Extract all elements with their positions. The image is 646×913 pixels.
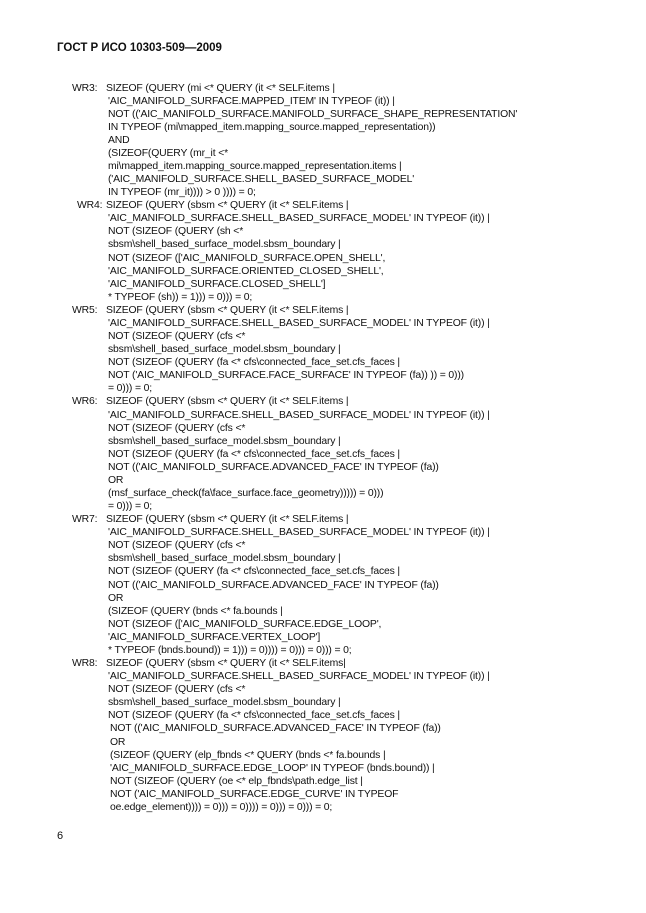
rule-label: WR3: [72,82,98,94]
rule-code-line: (SIZEOF (QUERY (elp_fbnds <* QUERY (bnds <* fa.bounds | [110,749,386,761]
rule-code-line: NOT (SIZEOF (QUERY (sh <* [108,226,244,238]
rule-code-line: 'AIC_MANIFOLD_SURFACE.EDGE_LOOP' IN TYPEOF (bnds.bound)) | [110,762,435,774]
rule-code-line: NOT (SIZEOF (QUERY (fa <* cfs\connected_face_set.cfs_faces | [108,357,400,369]
rule-first-line: SIZEOF (QUERY (sbsm <* QUERY (it <* SELF.items | [106,200,349,212]
rule-code-line: 'AIC_MANIFOLD_SURFACE.SHELL_BASED_SURFACE_MODEL' IN TYPEOF (it)) | [108,671,490,683]
rule-code-line: sbsm\shell_based_surface_model.sbsm_boundary | [108,344,341,356]
rule-code-line: = 0))) = 0; [108,501,152,513]
rule-label: WR8: [72,658,98,670]
rule-code-line: NOT (('AIC_MANIFOLD_SURFACE.ADVANCED_FACE' IN TYPEOF (fa)) [108,461,439,473]
rule-code-line: NOT (('AIC_MANIFOLD_SURFACE.ADVANCED_FACE' IN TYPEOF (fa)) [108,579,439,591]
rule-label: WR4: [77,200,103,212]
rule-code-line: sbsm\shell_based_surface_model.sbsm_boundary | [108,697,341,709]
rule-first-line: SIZEOF (QUERY (sbsm <* QUERY (it <* SELF.items | [106,514,349,526]
rule-code-line: NOT ('AIC_MANIFOLD_SURFACE.FACE_SURFACE' IN TYPEOF (fa)) )) = 0))) [108,370,464,382]
rule-code-line: NOT (SIZEOF (QUERY (fa <* cfs\connected_face_set.cfs_faces | [108,710,400,722]
rule-first-line: SIZEOF (QUERY (mi <* QUERY (it <* SELF.items | [106,82,335,94]
rule-code-line: NOT (SIZEOF (['AIC_MANIFOLD_SURFACE.OPEN_SHELL', [108,252,386,264]
rule-code-line: OR [108,592,124,604]
rule-code-line: sbsm\shell_based_surface_model.sbsm_boundary | [108,553,341,565]
rule-code-line: sbsm\shell_based_surface_model.sbsm_boundary | [108,239,341,251]
rule-code-line: * TYPEOF (bnds.bound)) = 1))) = 0)))) = 0))) = 0))) = 0; [108,644,352,656]
rule-code-line: sbsm\shell_based_surface_model.sbsm_boundary | [108,435,341,447]
rule-code-line: IN TYPEOF (mr_it)))) > 0 )))) = 0; [108,187,256,199]
rule-code-line: * TYPEOF (sh)) = 1))) = 0))) = 0; [108,291,253,303]
rule-code-line: NOT (SIZEOF (QUERY (fa <* cfs\connected_face_set.cfs_faces | [108,566,400,578]
rule-code-line: NOT (SIZEOF (QUERY (cfs <* [108,422,246,434]
rule-code-line: NOT (SIZEOF (QUERY (cfs <* [108,540,246,552]
rule-code-line: NOT (SIZEOF (QUERY (fa <* cfs\connected_face_set.cfs_faces | [108,448,400,460]
page-number: 6 [57,830,64,842]
rule-code-line: 'AIC_MANIFOLD_SURFACE.SHELL_BASED_SURFACE_MODEL' IN TYPEOF (it)) | [108,317,490,329]
rule-first-line: SIZEOF (QUERY (sbsm <* QUERY (it <* SELF.items| [106,658,346,670]
rule-code-line: ('AIC_MANIFOLD_SURFACE.SHELL_BASED_SURFACE_MODEL' [108,174,415,186]
rule-code-line: 'AIC_MANIFOLD_SURFACE.SHELL_BASED_SURFACE_MODEL' IN TYPEOF (it)) | [108,527,490,539]
rule-code-line: oe.edge_element)))) = 0))) = 0)))) = 0))) = 0))) = 0; [110,801,333,813]
rule-code-line: 'AIC_MANIFOLD_SURFACE.ORIENTED_CLOSED_SHELL', [108,265,384,277]
rule-code-line: 'AIC_MANIFOLD_SURFACE.SHELL_BASED_SURFACE_MODEL' IN TYPEOF (it)) | [108,213,490,225]
rule-code-line: NOT (SIZEOF (QUERY (cfs <* [108,684,246,696]
rule-code-line: NOT (('AIC_MANIFOLD_SURFACE.ADVANCED_FACE' IN TYPEOF (fa)) [110,723,441,735]
rule-code-line: NOT ('AIC_MANIFOLD_SURFACE.EDGE_CURVE' IN TYPEOF [110,788,399,800]
rule-code-line: NOT (('AIC_MANIFOLD_SURFACE.MANIFOLD_SURFACE_SHAPE_REPRESENTATION' [108,108,518,120]
rule-code-line: IN TYPEOF (mi\mapped_item.mapping_source.mapped_representation)) [108,121,436,133]
rule-label: WR6: [72,396,98,408]
page-header-title: ГОСТ Р ИСО 10303-509—2009 [57,42,222,54]
rule-code-line: (SIZEOF(QUERY (mr_it <* [108,147,229,159]
rule-code-line: OR [110,736,126,748]
rule-code-line: NOT (SIZEOF (QUERY (cfs <* [108,331,246,343]
rule-code-line: (SIZEOF (QUERY (bnds <* fa.bounds | [108,605,283,617]
rule-code-line: NOT (SIZEOF (QUERY (oe <* elp_fbnds\path.edge_list | [110,775,363,787]
rule-code-line: = 0))) = 0; [108,383,152,395]
rule-first-line: SIZEOF (QUERY (sbsm <* QUERY (it <* SELF.items | [106,396,349,408]
rule-code-line: 'AIC_MANIFOLD_SURFACE.MAPPED_ITEM' IN TYPEOF (it)) | [108,95,395,107]
rule-code-line: (msf_surface_check(fa\face_surface.face_geometry))))) = 0))) [108,487,384,499]
rule-code-line: NOT (SIZEOF (['AIC_MANIFOLD_SURFACE.EDGE_LOOP', [108,618,382,630]
rule-label: WR5: [72,304,98,316]
rule-code-line: OR [108,474,124,486]
rule-code-line: 'AIC_MANIFOLD_SURFACE.VERTEX_LOOP'] [108,631,321,643]
rule-label: WR7: [72,514,98,526]
rule-code-line: 'AIC_MANIFOLD_SURFACE.SHELL_BASED_SURFACE_MODEL' IN TYPEOF (it)) | [108,409,490,421]
rule-code-line: AND [108,134,130,146]
rule-first-line: SIZEOF (QUERY (sbsm <* QUERY (it <* SELF.items | [106,304,349,316]
rule-code-line: 'AIC_MANIFOLD_SURFACE.CLOSED_SHELL'] [108,278,326,290]
rule-code-line: mi\mapped_item.mapping_source.mapped_representation.items | [108,160,402,172]
